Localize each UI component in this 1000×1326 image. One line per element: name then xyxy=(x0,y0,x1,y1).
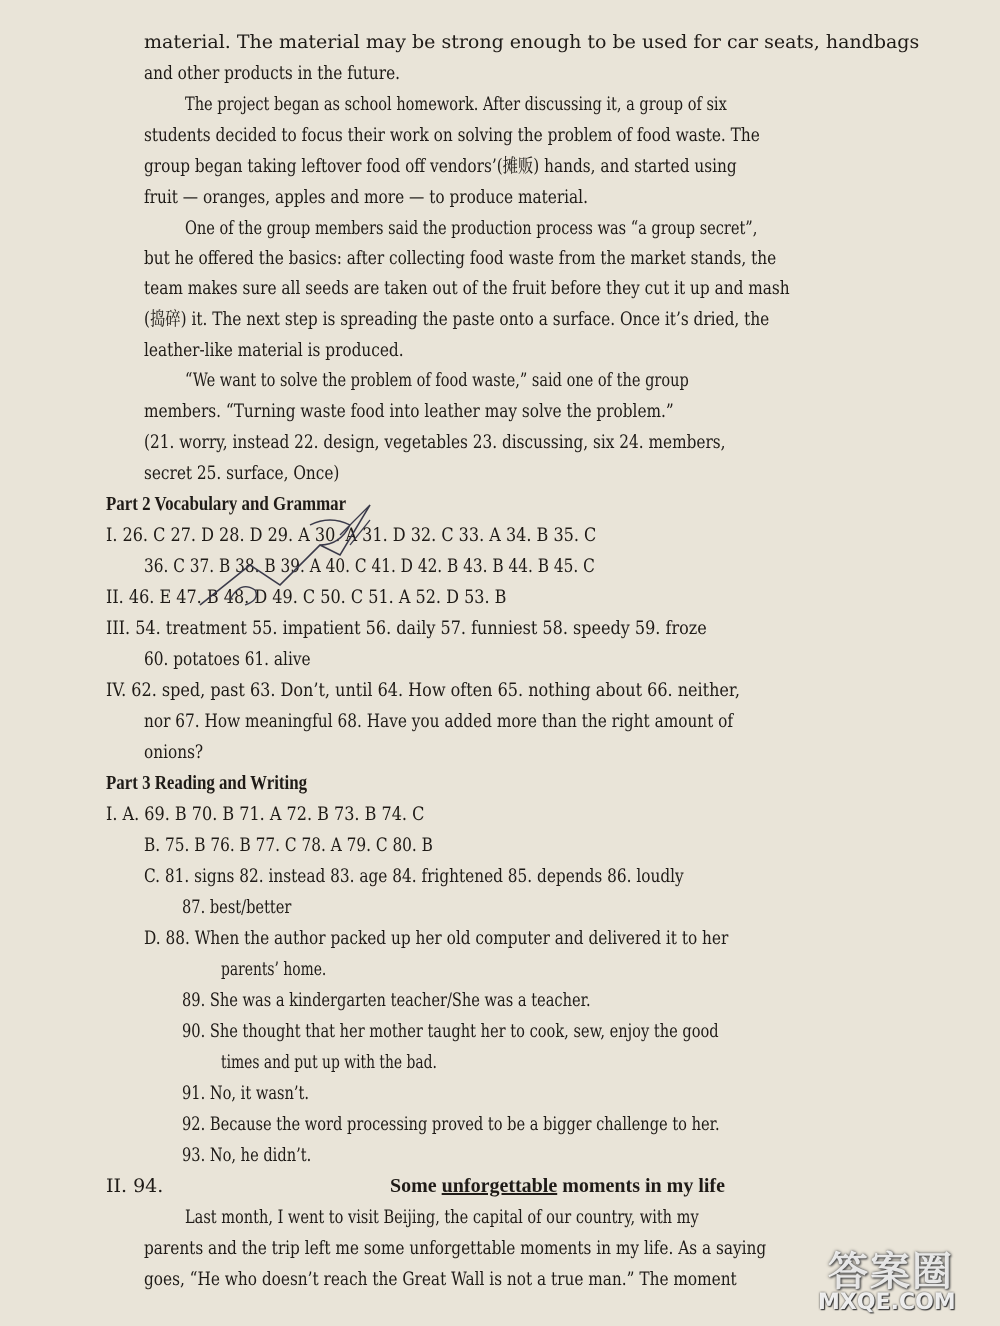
handwritten-scribble xyxy=(190,485,410,615)
answer-line: III. 54. treatment 55. impatient 56. daily 57. funniest 58. speedy 59. froze xyxy=(106,617,707,639)
passage-line: group began taking leftover food off vendors’(摊贩) hands, and started using xyxy=(144,155,737,177)
answer-line: I. A. 69. B 70. B 71. A 72. B 73. B 74. C xyxy=(106,803,425,825)
passage-line: students decided to focus their work on solving the problem of food waste. The xyxy=(144,124,760,146)
answer-line: C. 81. signs 82. instead 83. age 84. frightened 85. depends 86. loudly xyxy=(144,865,684,887)
part3-heading: Part 3 Reading and Writing xyxy=(106,772,308,794)
passage-line: and other products in the future. xyxy=(144,62,401,84)
answers-line: (21. worry, instead 22. design, vegetables 23. discussing, six 24. members, xyxy=(144,431,726,453)
answer-line: IV. 62. sped, past 63. Don’t, until 64. How often 65. nothing about 66. neither, xyxy=(106,679,740,701)
watermark xyxy=(818,1240,996,1322)
answer-line: 87. best/better xyxy=(182,896,292,918)
part2-heading: Part 2 Vocabulary and Grammar xyxy=(106,493,347,515)
answer-line: times and put up with the bad. xyxy=(221,1051,437,1073)
watermark-logo: 答案圈 xyxy=(828,1249,954,1295)
essay-number: II. 94. xyxy=(106,1175,164,1197)
answer-line: II. 46. E 47. B 48. D 49. C 50. C 51. A 52. D 53. B xyxy=(106,586,507,608)
answer-line: D. 88. When the author packed up her old computer and delivered it to her xyxy=(144,927,729,949)
passage-line: leather-like material is produced. xyxy=(144,339,404,361)
answers-line: secret 25. surface, Once) xyxy=(144,462,340,484)
passage-line: (捣碎) it. The next step is spreading the paste onto a surface. Once it’s dried, the xyxy=(144,308,770,330)
essay-title-underlined: unforgettable xyxy=(441,1175,558,1197)
essay-line: Last month, I went to visit Beijing, the capital of our country, with my xyxy=(185,1206,699,1228)
passage-line: The project began as school homework. After discussing it, a group of six xyxy=(185,93,727,115)
answer-line: 60. potatoes 61. alive xyxy=(144,648,311,670)
answer-line: 93. No, he didn’t. xyxy=(182,1144,312,1166)
passage-line: One of the group members said the production process was “a group secret”, xyxy=(185,217,758,239)
answer-line: 92. Because the word processing proved to be a bigger challenge to her. xyxy=(182,1113,720,1135)
passage-line: material. The material may be strong enough to be used for car seats, handbags xyxy=(144,31,920,53)
essay-title-pre: Some xyxy=(390,1175,442,1197)
answer-line: 91. No, it wasn’t. xyxy=(182,1082,310,1104)
answer-line: nor 67. How meaningful 68. Have you added more than the right amount of xyxy=(144,710,734,732)
answer-line: 89. She was a kindergarten teacher/She was a teacher. xyxy=(182,989,591,1011)
essay-title-post: moments in my life xyxy=(557,1175,725,1197)
passage-line: but he offered the basics: after collecting food waste from the market stands, the xyxy=(144,247,777,269)
essay-line: goes, “He who doesn’t reach the Great Wall is not a true man.” The moment xyxy=(144,1268,737,1290)
answer-line: 90. She thought that her mother taught her to cook, sew, enjoy the good xyxy=(182,1020,719,1042)
answer-line: I. 26. C 27. D 28. D 29. A 30. A 31. D 32. C 33. A 34. B 35. C xyxy=(106,524,597,546)
essay-title xyxy=(390,1171,790,1202)
watermark-url: MXQE.COM xyxy=(818,1290,956,1315)
passage-line: members. “Turning waste food into leather may solve the problem.” xyxy=(144,400,674,422)
passage-line: team makes sure all seeds are taken out of the fruit before they cut it up and mash xyxy=(144,277,790,299)
answer-line: onions? xyxy=(144,741,204,763)
answer-line: B. 75. B 76. B 77. C 78. A 79. C 80. B xyxy=(144,834,433,856)
passage-line: fruit — oranges, apples and more — to produce material. xyxy=(144,186,588,208)
essay-line: parents and the trip left me some unforgettable moments in my life. As a saying xyxy=(144,1237,767,1259)
answer-line: parents’ home. xyxy=(221,958,327,980)
answer-line: 36. C 37. B 38. B 39. A 40. C 41. D 42. B 43. B 44. B 45. C xyxy=(144,555,595,577)
passage-line: “We want to solve the problem of food waste,” said one of the group xyxy=(185,369,689,391)
